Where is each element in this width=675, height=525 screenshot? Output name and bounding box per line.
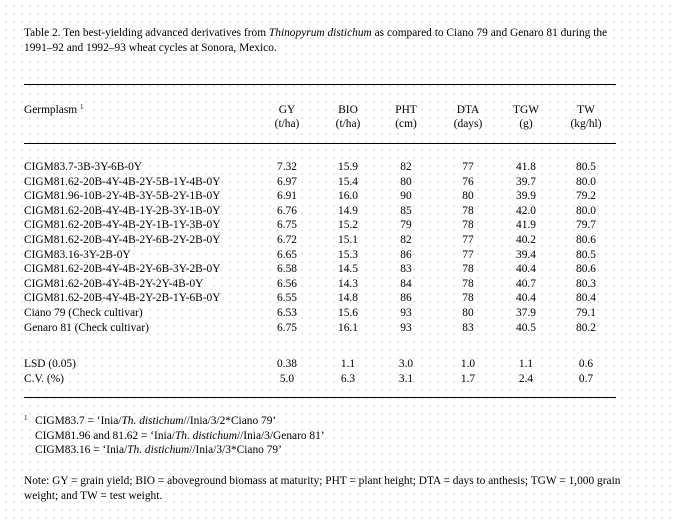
tgw-cell: 41.8 — [516, 161, 536, 173]
tgw-cell: 39.7 — [516, 175, 536, 188]
gy-cell: 6.75 — [277, 219, 297, 232]
dta-cell: 1.7 — [460, 372, 476, 385]
tw-cell: 80.5 — [576, 248, 596, 261]
dta-cell: 78 — [462, 292, 474, 305]
tw-cell: 80.5 — [576, 161, 596, 173]
dta-cell: 80 — [462, 190, 474, 203]
dta-cell: 78 — [462, 219, 474, 232]
tgw-cell: 37.9 — [516, 306, 536, 319]
tgw-cell: 40.4 — [516, 263, 536, 276]
bio-cell: 16.0 — [338, 190, 358, 203]
tgw-cell: 39.9 — [516, 190, 536, 203]
tgw-cell: 41.9 — [516, 219, 536, 232]
gy-cell: 7.32 — [277, 161, 297, 173]
pht-cell: 86 — [400, 292, 412, 305]
pht-cell: 93 — [400, 321, 412, 334]
gy-cell: 6.65 — [277, 248, 297, 261]
pht-cell: 93 — [400, 306, 412, 319]
gy-cell: 6.55 — [277, 292, 297, 305]
header-dta: DTA (days) — [453, 104, 483, 130]
bio-cell: 15.1 — [338, 233, 358, 246]
table-row — [24, 291, 624, 306]
dta-cell: 83 — [462, 321, 474, 334]
tgw-cell: 40.2 — [516, 233, 536, 246]
title-prefix: Table 2. Ten best-yielding advanced derivatives from — [24, 27, 269, 39]
footnote-2: CIGM81.96 and 81.62 = ‘Inia/Th. distichum//Inia/3/Genaro 81’ — [35, 429, 325, 442]
tw-cell: 79.7 — [576, 219, 596, 232]
germplasm-cell: CIGM81.62-20B-4Y-4B-2Y-6B-2Y-2B-0Y — [24, 233, 221, 246]
pht-cell: 84 — [400, 277, 412, 290]
footnote-marker: 1 — [80, 103, 84, 111]
table-row — [24, 189, 624, 204]
footnotes — [24, 414, 325, 458]
germplasm-cell: Genaro 81 (Check cultivar) — [24, 321, 149, 334]
header-gy: GY (t/ha) — [274, 104, 300, 130]
dta-cell: 1.0 — [460, 358, 476, 370]
pht-cell: 86 — [400, 248, 412, 261]
header-pht: PHT (cm) — [395, 104, 417, 130]
bio-cell: 6.3 — [340, 372, 356, 385]
germplasm-header: Germplasm $^1$ — [24, 103, 84, 116]
tgw-cell: 40.4 — [516, 292, 536, 305]
tw-cell: 80.0 — [576, 175, 596, 188]
dta-cell: 77 — [462, 248, 474, 261]
bio-cell: 1.1 — [340, 358, 356, 370]
dta-cell: 78 — [462, 277, 474, 290]
germplasm-cell: CIGM81.62-20B-4Y-4B-2Y-1B-1Y-3B-0Y — [24, 219, 221, 232]
bio-cell: 16.1 — [338, 321, 358, 334]
title-species: Thinopyrum distichum — [268, 27, 372, 39]
table-row — [24, 233, 624, 248]
germplasm-cell: CIGM81.62-20B-4Y-4B-2Y-2Y-4B-0Y — [24, 277, 204, 290]
table-row — [24, 262, 624, 277]
gy-cell: 6.76 — [277, 204, 297, 217]
gy-cell: 6.91 — [277, 190, 297, 203]
germplasm-cell: CIGM83.7-3B-3Y-6B-0Y — [24, 161, 143, 173]
germplasm-cell: CIGM81.62-20B-4Y-4B-1Y-2B-3Y-1B-0Y — [24, 204, 221, 217]
germplasm-cell: CIGM81.62-20B-4Y-4B-2Y-6B-3Y-2B-0Y — [24, 263, 221, 276]
gy-cell: 6.75 — [277, 321, 297, 334]
tw-cell: 79.2 — [576, 190, 596, 203]
header-rule — [24, 143, 616, 144]
stats-row — [24, 372, 624, 387]
tw-cell: 80.6 — [576, 263, 596, 276]
tw-cell: 80.6 — [576, 233, 596, 246]
tgw-cell: 2.4 — [518, 372, 534, 385]
gy-cell: 6.97 — [277, 175, 297, 188]
tgw-cell: 40.5 — [516, 321, 536, 334]
gy-cell: 6.53 — [277, 306, 297, 319]
tw-cell: 0.7 — [578, 372, 594, 385]
header-tw: TW (kg/hl) — [570, 104, 602, 130]
top-rule — [24, 84, 616, 85]
table-title — [24, 26, 624, 56]
bio-cell: 15.6 — [338, 306, 358, 319]
tgw-cell: 1.1 — [518, 358, 534, 370]
germplasm-cell: CIGM81.96-10B-2Y-4B-3Y-5B-2Y-1B-0Y — [24, 190, 221, 203]
pht-cell: 85 — [400, 204, 412, 217]
tw-cell: 80.4 — [576, 292, 596, 305]
table-row — [24, 306, 624, 321]
bio-cell: 14.5 — [338, 263, 358, 276]
table-row — [24, 321, 624, 336]
dta-cell: 77 — [462, 161, 474, 173]
dta-cell: 78 — [462, 204, 474, 217]
pht-cell: 83 — [400, 263, 412, 276]
bio-cell: 15.2 — [338, 219, 358, 232]
bio-cell: 14.8 — [338, 292, 358, 305]
table-row — [24, 277, 624, 292]
table-row — [24, 175, 624, 190]
dta-cell: 78 — [462, 263, 474, 276]
gy-cell: 6.56 — [277, 277, 297, 290]
tw-cell: 80.3 — [576, 277, 596, 290]
gy-cell: 5.0 — [279, 372, 295, 385]
germplasm-cell: LSD (0.05) — [24, 358, 76, 370]
dta-cell: 77 — [462, 233, 474, 246]
bio-cell: 14.9 — [338, 204, 358, 217]
tw-cell: 80.2 — [576, 321, 596, 334]
bio-cell: 14.3 — [338, 277, 358, 290]
header-tgw: TGW (g) — [513, 104, 539, 130]
title-suffix: as compared to Ciano 79 and Genaro 81 during the 1991–92 and 1992–93 wheat cycles at Sonora, Mexico. — [24, 27, 608, 54]
tgw-cell: 42.0 — [516, 204, 536, 217]
table-row — [24, 218, 624, 233]
pht-cell: 80 — [400, 175, 412, 188]
germplasm-cell: CIGM83.16-3Y-2B-0Y — [24, 248, 131, 261]
germplasm-cell: Ciano 79 (Check cultivar) — [24, 306, 143, 319]
footnote-3: CIGM83.16 = ‘Inia/Th. distichum//Inia/3/3*Ciano 79’ — [35, 444, 282, 457]
pht-cell: 3.0 — [398, 358, 414, 370]
table-note: Note: GY = grain yield; BIO = aboveground biomass at maturity; PHT = plant height; DTA = days to anthesis; TGW = 1,000 grain weight; and TW = test weight. — [24, 475, 621, 502]
tgw-cell: 39.4 — [516, 248, 536, 261]
footnote-1: 1 CIGM83.7 = ‘Inia/Th. distichum//Inia/3/2*Ciano 79’ — [24, 414, 277, 427]
germplasm-cell: CIGM81.62-20B-4Y-4B-2Y-2B-1Y-6B-0Y — [24, 292, 221, 305]
pht-cell: 3.1 — [398, 372, 414, 385]
dta-cell: 76 — [462, 175, 474, 188]
table-row — [24, 248, 624, 263]
dta-cell: 80 — [462, 306, 474, 319]
germplasm-cell: C.V. (%) — [24, 372, 64, 385]
pht-cell: 90 — [400, 190, 412, 203]
table-body — [24, 160, 624, 335]
gy-cell: 6.58 — [277, 263, 297, 276]
bottom-rule — [24, 397, 616, 398]
gy-cell: 6.72 — [277, 233, 297, 246]
pht-cell: 82 — [400, 161, 412, 173]
tw-cell: 79.1 — [576, 306, 596, 319]
bio-cell: 15.9 — [338, 161, 358, 173]
pht-cell: 82 — [400, 233, 412, 246]
table-row — [24, 204, 624, 219]
germplasm-cell: CIGM81.62-20B-4Y-4B-2Y-5B-1Y-4B-0Y — [24, 175, 221, 188]
tgw-cell: 40.7 — [516, 277, 536, 290]
header-bio: BIO (t/ha) — [335, 104, 361, 130]
gy-cell: 0.38 — [277, 358, 297, 370]
pht-cell: 79 — [400, 219, 412, 232]
bio-cell: 15.3 — [338, 248, 358, 261]
bio-cell: 15.4 — [338, 175, 358, 188]
tw-cell: 0.6 — [578, 358, 594, 370]
table-row — [24, 160, 624, 175]
table-stats — [24, 357, 624, 386]
stats-row — [24, 357, 624, 372]
tw-cell: 80.0 — [576, 204, 596, 217]
